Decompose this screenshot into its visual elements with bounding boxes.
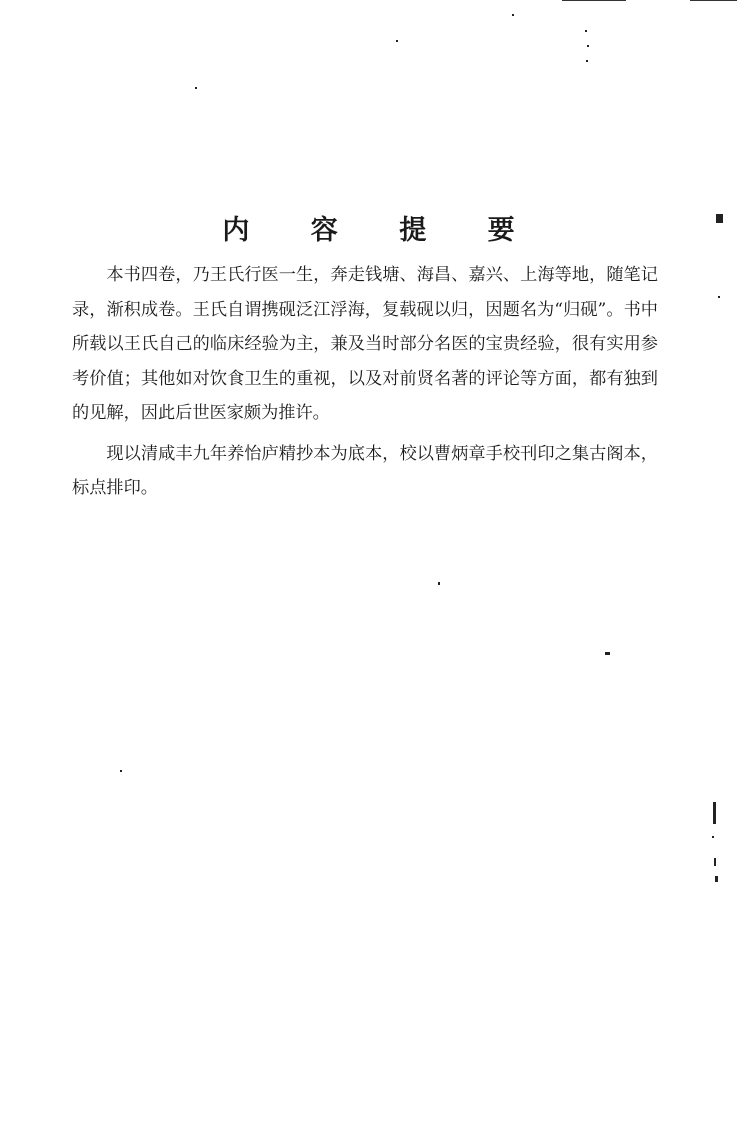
top-edge-mark [562,0,626,1]
scan-speck [716,214,723,223]
scan-speck [585,30,587,32]
scan-speck [120,770,122,772]
scan-speck [714,858,716,866]
scan-speck [605,652,610,655]
scan-speck [715,876,718,882]
summary-paragraph: 现以清咸丰九年养怡庐精抄本为底本，校以曹炳章手校刊印之集古阁本，标点排印。 [72,443,658,498]
scan-speck [713,802,716,824]
scan-speck [586,60,588,62]
summary-text [72,258,658,512]
scan-speck [587,45,589,47]
scan-speck [438,582,440,585]
scan-speck [396,40,398,42]
summary-paragraph: 本书四卷，乃王氏行医一生，奔走钱塘、海昌、嘉兴、上海等地，随笔记录，渐积成卷。王氏自谓携砚泛江浮海，复载砚以归，因题名为“归砚”。书中所载以王氏自己的临床经验为主，兼及当时部分名医的宝贵经验，很有实用参考价值；其他如对饮食卫生的重视，以及对前贤名著的评论等方面，都有独到的见解，因此后世医家颇为推许。 [72,265,658,423]
page-title: 内 容 提 要 [222,215,541,247]
top-edge-mark [690,0,737,1]
scan-speck [512,14,514,16]
scan-speck [195,87,197,89]
scan-speck [712,836,714,838]
scan-speck [718,296,720,298]
